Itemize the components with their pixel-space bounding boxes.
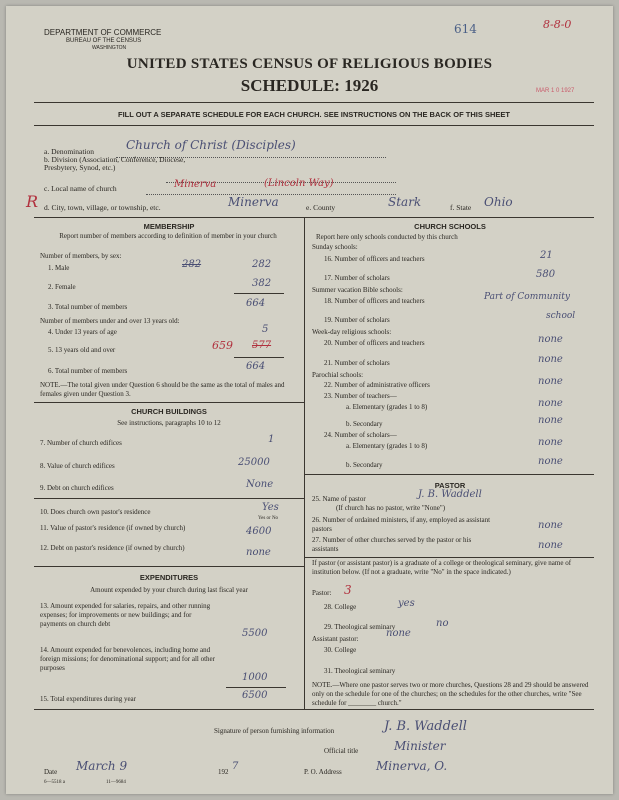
- q1-label: 1. Male: [48, 264, 70, 272]
- local-name-value: Minerva: [174, 179, 217, 190]
- q4-label: 4. Under 13 years of age: [48, 328, 117, 336]
- q12-label: 12. Debt on pastor's residence (if owned by church): [40, 544, 185, 552]
- q22-label: 22. Number of administrative officers: [324, 381, 430, 389]
- po-address-label: P. O. Address: [304, 768, 342, 776]
- city-field-label: d. City, town, village, or township, etc.: [44, 203, 161, 212]
- q24b-value: none: [538, 456, 563, 467]
- q14-label: 14. Amount expended for benevolences, including home and foreign missions; for denominational support; and for all other purposes: [40, 646, 215, 672]
- q9-value: None: [246, 479, 274, 490]
- date-label: Date: [44, 768, 58, 776]
- number-stamp: 614: [454, 22, 477, 36]
- q12-value: none: [246, 547, 271, 558]
- q9-label: 9. Debt on church edifices: [40, 484, 114, 492]
- q5-value: 659: [212, 339, 233, 352]
- q15-value: 6500: [242, 690, 268, 701]
- q2-value: 382: [252, 278, 272, 289]
- instruction-banner: FILL OUT A SEPARATE SCHEDULE FOR EACH CHURCH. SEE INSTRUCTIONS ON THE BACK OF THIS SHEET: [118, 110, 510, 119]
- pastor-subhead: Pastor:: [312, 589, 332, 597]
- division-label: b. Division (Association, Conference, Diocese, Presbytery, Synod, etc.): [44, 155, 186, 172]
- q3-label: 3. Total number of members: [48, 303, 128, 311]
- census-form: [6, 6, 613, 794]
- schools-sub: Report here only schools conducted by this church: [316, 233, 458, 241]
- local-name-label: c. Local name of church: [44, 184, 117, 193]
- signature-value: J. B. Waddell: [384, 719, 467, 734]
- q26-value: none: [538, 520, 563, 531]
- q29-label: 29. Theological seminary: [324, 623, 396, 631]
- q16-value: 21: [540, 250, 553, 261]
- q6-label: 6. Total number of members: [48, 367, 128, 375]
- schools-heading: CHURCH SCHOOLS: [414, 222, 486, 231]
- q29-value: no: [436, 618, 449, 629]
- q11-label: 11. Value of pastor's residence (if owned by church): [40, 524, 186, 532]
- city-value: Minerva: [228, 195, 279, 209]
- q24-label: 24. Number of scholars—: [324, 431, 397, 439]
- q8-label: 8. Value of church edifices: [40, 462, 115, 470]
- q23-label: 23. Number of teachers—: [324, 392, 397, 400]
- local-name-value-2: (Lincoln Way): [264, 178, 334, 189]
- county-value: Stark: [388, 195, 422, 209]
- sunday-label: Sunday schools:: [312, 243, 358, 251]
- expenditures-sub: Amount expended by your church during last fiscal year: [90, 586, 248, 594]
- q15-label: 15. Total expenditures during year: [40, 695, 136, 703]
- buildings-sub: See instructions, paragraphs 10 to 12: [117, 419, 221, 427]
- q28-label: 28. College: [324, 603, 357, 611]
- assistant-value: none: [386, 628, 411, 639]
- q23a-value: none: [538, 398, 563, 409]
- membership-sub: Report number of members according to definition of member in your church: [59, 232, 277, 240]
- assistant-subhead: Assistant pastor:: [312, 635, 359, 643]
- pastor-mark: 3: [344, 583, 352, 597]
- q23a-label: a. Elementary (grades 1 to 8): [346, 403, 428, 411]
- year-label: 192: [218, 768, 229, 776]
- q11-value: 4600: [246, 526, 272, 537]
- buildings-heading: CHURCH BUILDINGS: [131, 407, 207, 416]
- q24a-value: none: [538, 437, 563, 448]
- q1-value: 282: [252, 259, 272, 270]
- q24a-label: a. Elementary (grades 1 to 8): [346, 442, 428, 450]
- q25-value: J. B. Waddell: [418, 489, 482, 500]
- q13-value: 5500: [242, 628, 268, 639]
- by-sex-label: Number of members, by sex:: [40, 252, 122, 260]
- graduate-instruction: If pastor (or assistant pastor) is a graduate of a college or theological seminary, give name of institution below. (If not a graduate, write "No" in the space indicated.): [312, 559, 572, 576]
- q25-note: (If church has no pastor, write "None"): [336, 504, 446, 512]
- q27-value: none: [538, 540, 563, 551]
- membership-note: NOTE.—The total given under Question 6 should be the same as the total of males and females given under Question 3.: [40, 381, 285, 398]
- signature-label: Signature of person furnishing information: [214, 727, 335, 735]
- red-code: 8-8-0: [543, 18, 572, 31]
- department-label: DEPARTMENT OF COMMERCE: [44, 28, 162, 37]
- q8-value: 25000: [238, 457, 270, 468]
- q26-label: 26. Number of ordained ministers, if any, employed as assistant pastors: [312, 516, 491, 533]
- q13-label: 13. Amount expended for salaries, repairs, and other running expenses; for improvements or new buildings; and for payments on church debt: [40, 602, 211, 628]
- print-number: 11—9684: [106, 780, 126, 785]
- r-mark: R: [26, 192, 39, 211]
- q7-value: 1: [268, 434, 275, 445]
- q24b-label: b. Secondary: [346, 461, 383, 469]
- weekday-label: Week-day religious schools:: [312, 328, 392, 336]
- q28-value: yes: [398, 598, 415, 609]
- q19-value: school: [546, 311, 576, 321]
- q20-label: 20. Number of officers and teachers: [324, 339, 425, 347]
- q20-value: none: [538, 334, 563, 345]
- q21-value: none: [538, 354, 563, 365]
- q6-value: 664: [246, 361, 266, 372]
- date-value: March 9: [76, 759, 128, 773]
- schedule-title: SCHEDULE: 1926: [240, 76, 379, 95]
- year-value: 7: [232, 761, 239, 772]
- q23b-value: none: [538, 415, 563, 426]
- denomination-value: Church of Christ (Disciples): [126, 138, 296, 152]
- pastor-note: NOTE.—Where one pastor serves two or more churches, Questions 28 and 29 should be answered only on the schedule for one of the churches; on the schedules for the other churches, write "See schedule for ________ church.": [312, 681, 589, 707]
- state-value: Ohio: [484, 195, 513, 209]
- q17-value: 580: [536, 269, 556, 280]
- q27-label: 27. Number of other churches served by the pastor or his assistants: [312, 536, 472, 553]
- q18-label: 18. Number of officers and teachers: [324, 297, 425, 305]
- pastor-heading: PASTOR: [434, 481, 466, 490]
- under-over-label: Number of members under and over 13 years old:: [40, 317, 180, 325]
- q3-value: 664: [246, 298, 266, 309]
- city-label: WASHINGTON: [92, 45, 127, 51]
- county-label: e. County: [306, 203, 336, 212]
- q7-label: 7. Number of church edifices: [40, 439, 122, 447]
- official-title-value: Minister: [394, 739, 446, 753]
- q4-value: 5: [262, 324, 269, 335]
- q21-label: 21. Number of scholars: [324, 359, 390, 367]
- q10-label: 10. Does church own pastor's residence: [40, 508, 151, 516]
- official-title-label: Official title: [324, 747, 359, 755]
- q5-old-value: 577: [252, 340, 272, 351]
- q30-label: 30. College: [324, 646, 357, 654]
- q31-label: 31. Theological seminary: [324, 667, 396, 675]
- q1-scratch: 282: [182, 259, 202, 270]
- q25-label: 25. Name of pastor: [312, 495, 366, 503]
- expenditures-heading: EXPENDITURES: [139, 573, 199, 582]
- q22-value: none: [538, 376, 563, 387]
- state-label: f. State: [450, 203, 472, 212]
- q10-value: Yes: [262, 502, 279, 513]
- q5-label: 5. 13 years old and over: [48, 346, 116, 354]
- form-number: 6—5518 a: [44, 780, 65, 785]
- form-title: UNITED STATES CENSUS OF RELIGIOUS BODIES: [126, 56, 493, 72]
- q14-value: 1000: [242, 672, 268, 683]
- received-stamp: MAR 1 0 1927: [536, 88, 575, 94]
- summer-label: Summer vacation Bible schools:: [312, 286, 403, 294]
- yes-no-hint: Yes or No: [258, 516, 279, 521]
- denomination-label: a. Denomination: [44, 147, 94, 156]
- q17-label: 17. Number of scholars: [324, 274, 390, 282]
- q2-label: 2. Female: [48, 283, 76, 291]
- bureau-label: BUREAU OF THE CENSUS: [66, 38, 142, 44]
- parochial-label: Parochial schools:: [312, 371, 364, 379]
- q18-value: Part of Community: [484, 292, 570, 302]
- q23b-label: b. Secondary: [346, 420, 383, 428]
- po-address-value: Minerva, O.: [376, 759, 448, 773]
- q16-label: 16. Number of officers and teachers: [324, 255, 425, 263]
- q19-label: 19. Number of scholars: [324, 316, 390, 324]
- membership-heading: MEMBERSHIP: [143, 222, 195, 231]
